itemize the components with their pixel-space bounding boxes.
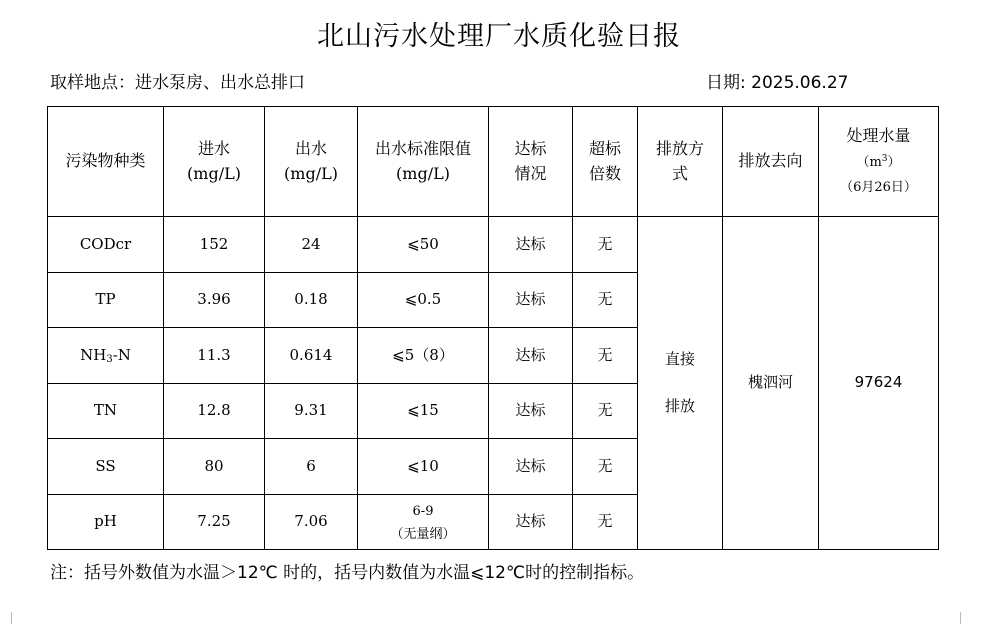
header-exceed-multiple: 超标 倍数	[573, 107, 638, 217]
page-corner-mark-right	[960, 612, 972, 624]
standard-cell: ⩽5（8）	[358, 328, 489, 384]
pollutant-cell: SS	[48, 439, 164, 495]
water-quality-table	[47, 106, 939, 550]
pollutant-cell: CODcr	[48, 217, 164, 273]
status-cell: 达标	[489, 439, 573, 495]
outflow-cell: 0.614	[265, 328, 358, 384]
pollutant-cell: $NH_3-N$	[48, 328, 164, 384]
outflow-cell: 24	[265, 217, 358, 273]
exceed-cell: 无	[573, 494, 638, 550]
outflow-cell: 6	[265, 439, 358, 495]
status-cell: 达标	[489, 217, 573, 273]
report-date: 日期: 2025.06.27	[706, 73, 849, 93]
header-inflow: 进水 (mg/L)	[164, 107, 265, 217]
table-header-row	[48, 107, 939, 217]
header-discharge-mode: 排放方 式	[638, 107, 723, 217]
standard-cell: ⩽0.5	[358, 272, 489, 328]
header-outflow: 出水 (mg/L)	[265, 107, 358, 217]
standard-cell: ⩽10	[358, 439, 489, 495]
header-compliance: 达标 情况	[489, 107, 573, 217]
header-standard: 出水标准限值 (mg/L)	[358, 107, 489, 217]
exceed-cell: 无	[573, 328, 638, 384]
status-cell: 达标	[489, 494, 573, 550]
discharge-destination-cell: 槐泗河	[723, 217, 819, 550]
report-title: 北山污水处理厂水质化验日报	[317, 21, 681, 52]
page-corner-mark-left	[0, 612, 12, 624]
inflow-cell: 7.25	[164, 494, 265, 550]
header-pollutant: 污染物种类	[48, 107, 164, 217]
pollutant-cell: pH	[48, 494, 164, 550]
inflow-cell: 80	[164, 439, 265, 495]
exceed-cell: 无	[573, 272, 638, 328]
exceed-cell: 无	[573, 217, 638, 273]
status-cell: 达标	[489, 383, 573, 439]
pollutant-cell: TN	[48, 383, 164, 439]
outflow-cell: 0.18	[265, 272, 358, 328]
pollutant-cell: TP	[48, 272, 164, 328]
header-treated-volume: 处理水量 $(m^3)$ （6月26日）	[819, 107, 939, 217]
inflow-cell: 12.8	[164, 383, 265, 439]
footnote: 注：括号外数值为水温＞12℃ 时的，括号内数值为水温⩽12℃时的控制指标。	[50, 563, 645, 583]
standard-cell: ⩽50	[358, 217, 489, 273]
standard-cell: 6-9 （无量纲）	[358, 494, 489, 550]
outflow-cell: 7.06	[265, 494, 358, 550]
sampling-location: 取样地点：进水泵房、出水总排口	[50, 73, 305, 93]
inflow-cell: 3.96	[164, 272, 265, 328]
treated-volume-cell: 97624	[819, 217, 939, 550]
header-discharge-destination: 排放去向	[723, 107, 819, 217]
inflow-cell: 11.3	[164, 328, 265, 384]
discharge-mode-cell: 直接 排放	[638, 217, 723, 550]
status-cell: 达标	[489, 328, 573, 384]
exceed-cell: 无	[573, 439, 638, 495]
outflow-cell: 9.31	[265, 383, 358, 439]
standard-cell: ⩽15	[358, 383, 489, 439]
exceed-cell: 无	[573, 383, 638, 439]
status-cell: 达标	[489, 272, 573, 328]
inflow-cell: 152	[164, 217, 265, 273]
table-row	[48, 217, 939, 273]
